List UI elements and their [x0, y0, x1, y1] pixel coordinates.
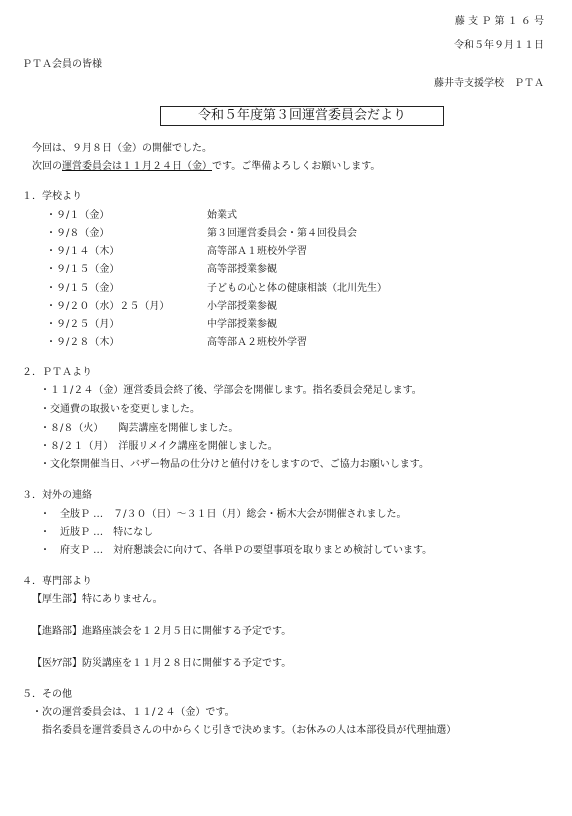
intro-line-2-suffix: です。ご準備よろしくお願いします。: [212, 161, 381, 172]
schedule-event: 高等部Ａ１班校外学習: [207, 246, 307, 257]
addressee: ＰＴＡ会員の皆様: [22, 59, 102, 70]
department-item-welfare: 【厚生部】特にありません。: [32, 594, 163, 605]
other-line-1: ・次の運営委員会は、１１/２４（金）です。: [32, 707, 235, 718]
schedule-date: ・９/２５（月）: [46, 319, 120, 330]
section-other-heading: ５．その他: [22, 689, 72, 700]
schedule-event: 高等部Ａ２班校外学習: [207, 337, 307, 348]
doc-date: 令和５年９月１１日: [454, 40, 544, 51]
page-title: 令和５年度第３回運営委員会だより: [160, 106, 444, 126]
intro-line-1: 今回は、９月８日（金）の開催でした。: [32, 143, 212, 154]
schedule-event: 始業式: [207, 210, 237, 221]
schedule-event: 小学部授業参観: [207, 301, 277, 312]
pta-item: ・８/８（火） 陶芸講座を開催しました。: [40, 423, 239, 434]
external-item: ・ 近肢Ｐ … 特になし: [40, 527, 154, 538]
section-school-heading: １．学校より: [22, 191, 82, 202]
doc-number: 藤 支 Ｐ 第 １ ６ 号: [454, 16, 544, 27]
schedule-date: ・９/２８（木）: [46, 337, 120, 348]
external-item: ・ 全肢Ｐ … ７/３０（日）～３１日（月）総会・栃木大会が開催されました。: [40, 509, 407, 520]
next-meeting-highlight: 運営委員会は１１月２４日（金）: [62, 161, 212, 172]
schedule-date: ・９/１（金）: [46, 210, 110, 221]
schedule-date: ・９/１４（木）: [46, 246, 120, 257]
schedule-event: 第３回運営委員会・第４回役員会: [207, 228, 357, 239]
schedule-event: 中学部授業参観: [207, 319, 277, 330]
section-departments-heading: ４．専門部より: [22, 576, 92, 587]
pta-item: ・交通費の取扱いを変更しました。: [40, 404, 200, 415]
external-item: ・ 府支Ｐ … 対府懇談会に向けて、各単Ｐの要望事項を取りまとめ検討しています。: [40, 545, 433, 556]
pta-item: ・１１/２４（金）運営委員会終了後、学部会を開催します。指名委員会発足します。: [40, 385, 422, 396]
pta-item: ・文化祭開催当日、バザー物品の仕分けと値付けをしますので、ご協力お願いします。: [40, 459, 429, 470]
section-external-heading: ３．対外の連絡: [22, 490, 92, 501]
pta-item: ・８/２１（月） 洋服リメイク講座を開催しました。: [40, 441, 278, 452]
intro-line-2-prefix: 次回の: [32, 161, 62, 172]
schedule-date: ・９/１５（金）: [46, 283, 120, 294]
schedule-event: 子どもの心と体の健康相談（北川先生）: [207, 283, 387, 294]
schedule-event: 高等部授業参観: [207, 264, 277, 275]
schedule-date: ・９/２０（水）２５（月）: [46, 301, 170, 312]
department-item-medical-care: 【医ｹｱ部】防災講座を１１月２８日に開催する予定です。: [32, 658, 292, 669]
section-pta-heading: ２．ＰＴＡより: [22, 367, 92, 378]
schedule-date: ・９/１５（金）: [46, 264, 120, 275]
sender: 藤井寺支援学校 ＰＴＡ: [434, 78, 544, 89]
schedule-date: ・９/８（金）: [46, 228, 110, 239]
department-item-career: 【進路部】進路座談会を１２月５日に開催する予定です。: [32, 626, 292, 637]
other-line-2: 指名委員を運営委員さんの中からくじ引きで決めます。（お休みの人は本部役員が代理抽選）: [42, 725, 457, 736]
intro-line-2: [32, 162, 380, 172]
